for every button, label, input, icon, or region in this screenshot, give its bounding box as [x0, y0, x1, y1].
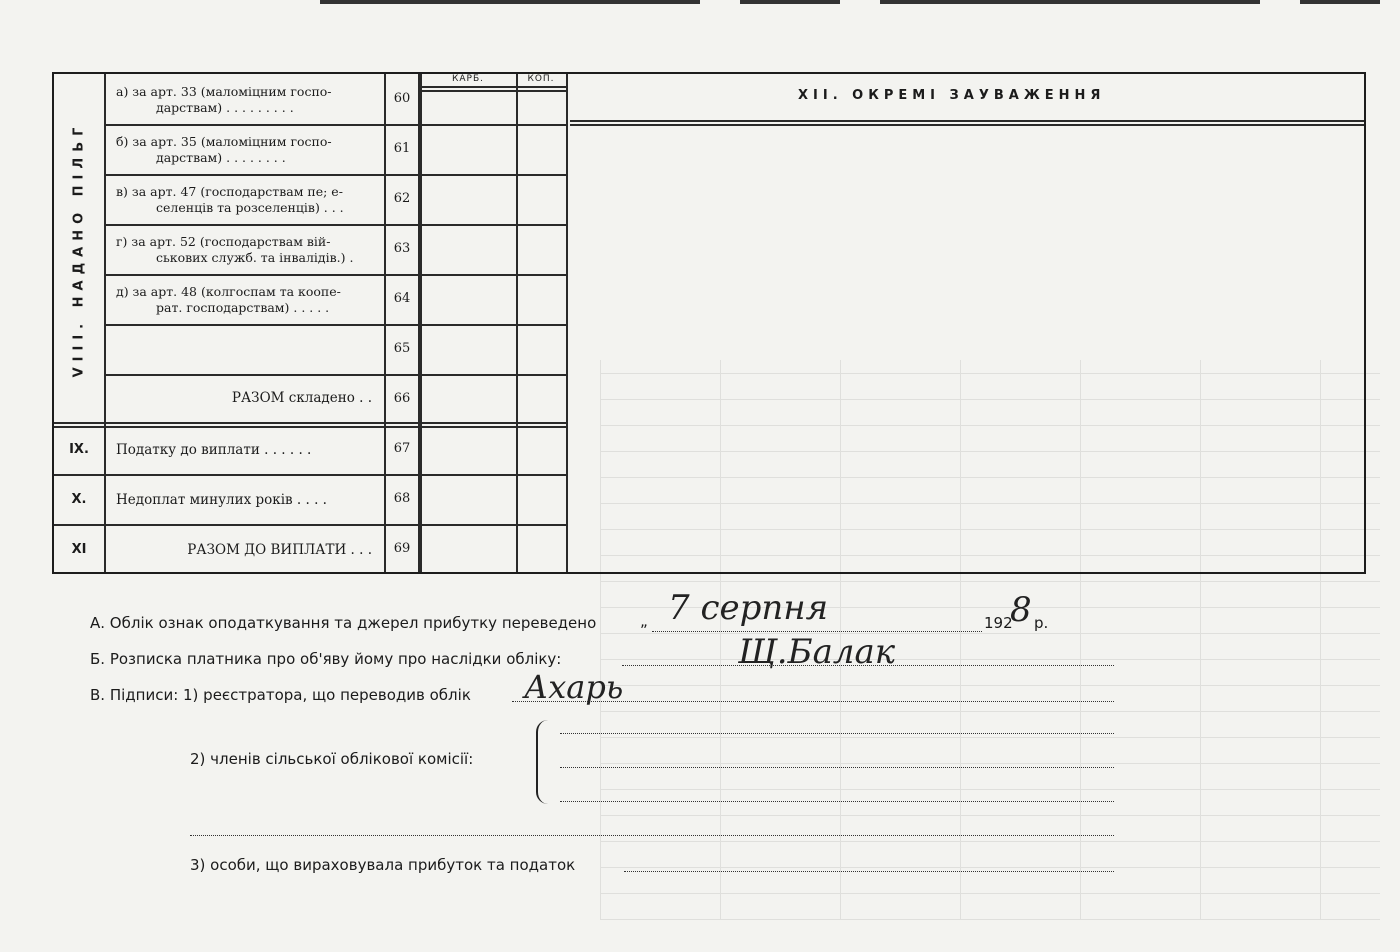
section-xi-number: XI — [71, 542, 87, 557]
row-number: 60 — [393, 91, 411, 106]
section-x-number: X. — [71, 492, 87, 507]
col-divider-karb — [516, 74, 518, 572]
col-divider-kop — [566, 74, 568, 572]
remarks-underline-2 — [570, 124, 1364, 126]
row-separator — [54, 524, 566, 526]
commission-signature-line-3 — [560, 800, 1114, 802]
form-line-b: Б. Розписка платника про об'яву йому про наслідки обліку: — [90, 650, 562, 668]
row-separator — [104, 274, 566, 276]
remarks-underline — [570, 120, 1364, 122]
form-a-year-suffix: р. — [1034, 614, 1049, 632]
calculator-signature-line — [624, 870, 1114, 872]
row-separator — [54, 474, 566, 476]
row-label-68: Недоплат минулих років . . . . — [116, 492, 327, 508]
extra-signature-line — [190, 834, 1114, 836]
row-label-total: РАЗОМ складено . . — [231, 390, 372, 406]
top-edge-print — [320, 0, 1380, 4]
form-a-year-prefix: 192 — [984, 614, 1013, 632]
form-line-a: А. Облік ознак оподаткування та джерел прибутку переведено — [90, 614, 597, 632]
row-number: 64 — [393, 291, 411, 306]
header-underline-2 — [420, 90, 566, 92]
row-number: 62 — [393, 191, 411, 206]
form-a-quote: „ — [640, 612, 648, 630]
form-a-handwritten-date: 7 серпня — [668, 588, 829, 628]
row-separator — [104, 174, 566, 176]
tax-table — [52, 72, 1366, 574]
form-line-v: В. Підписи: 1) реєстратора, що переводив облік — [90, 686, 471, 704]
row-number: 63 — [393, 241, 411, 256]
row-number: 65 — [393, 341, 411, 356]
section-separator — [54, 422, 566, 424]
column-header-kop: КОП. — [527, 74, 555, 84]
row-label-61: б) за арт. 35 (маломіцним госпо- дарствам) . . . . . . . . — [116, 134, 332, 165]
form-line-v2: 2) членів сільської облікової комісії: — [190, 750, 474, 768]
form-line-v3: 3) особи, що вираховувала прибуток та податок — [190, 856, 576, 874]
form-b-handwritten-signature: Щ.Балак — [738, 632, 896, 672]
row-separator — [104, 124, 566, 126]
remarks-title: XII. ОКРЕМІ ЗАУВАЖЕННЯ — [798, 88, 1106, 103]
row-label-64: д) за арт. 48 (колгоспам та коопе- рат. господарствам) . . . . . — [116, 284, 341, 315]
section-separator-double — [54, 426, 566, 428]
section-viii-title: VIII. НАДАНО ПІЛЬГ — [71, 121, 87, 377]
form-a-handwritten-year: 8 — [1010, 590, 1032, 630]
row-label-67: Податку до виплати . . . . . . — [116, 442, 312, 458]
row-label-69: РАЗОМ ДО ВИПЛАТИ . . . — [187, 542, 372, 558]
row-number: 69 — [393, 541, 411, 556]
row-number: 68 — [393, 491, 411, 506]
row-number: 66 — [393, 391, 411, 406]
header-underline — [420, 86, 566, 88]
row-separator — [104, 324, 566, 326]
commission-signature-line-1 — [560, 732, 1114, 734]
row-separator — [104, 224, 566, 226]
row-label-60: а) за арт. 33 (маломіцним госпо- дарствам) . . . . . . . . . — [116, 84, 332, 115]
column-header-karb: КАРБ. — [451, 74, 484, 84]
row-number: 61 — [393, 141, 411, 156]
col-divider-section — [104, 74, 106, 572]
row-number: 67 — [393, 441, 411, 456]
row-label-62: в) за арт. 47 (господарствам пе; е- селенців та розселенців) . . . — [116, 184, 344, 215]
section-ix-number: IX. — [69, 442, 89, 457]
row-label-63: г) за арт. 52 (господарствам вій- ськових служб. та інвалідів.) . — [116, 234, 354, 265]
form-v-handwritten-signature: Ахарь — [524, 668, 624, 706]
commission-signature-line-2 — [560, 766, 1114, 768]
col-divider-num-double — [420, 74, 422, 572]
commission-brace — [536, 720, 552, 804]
row-separator — [104, 374, 566, 376]
